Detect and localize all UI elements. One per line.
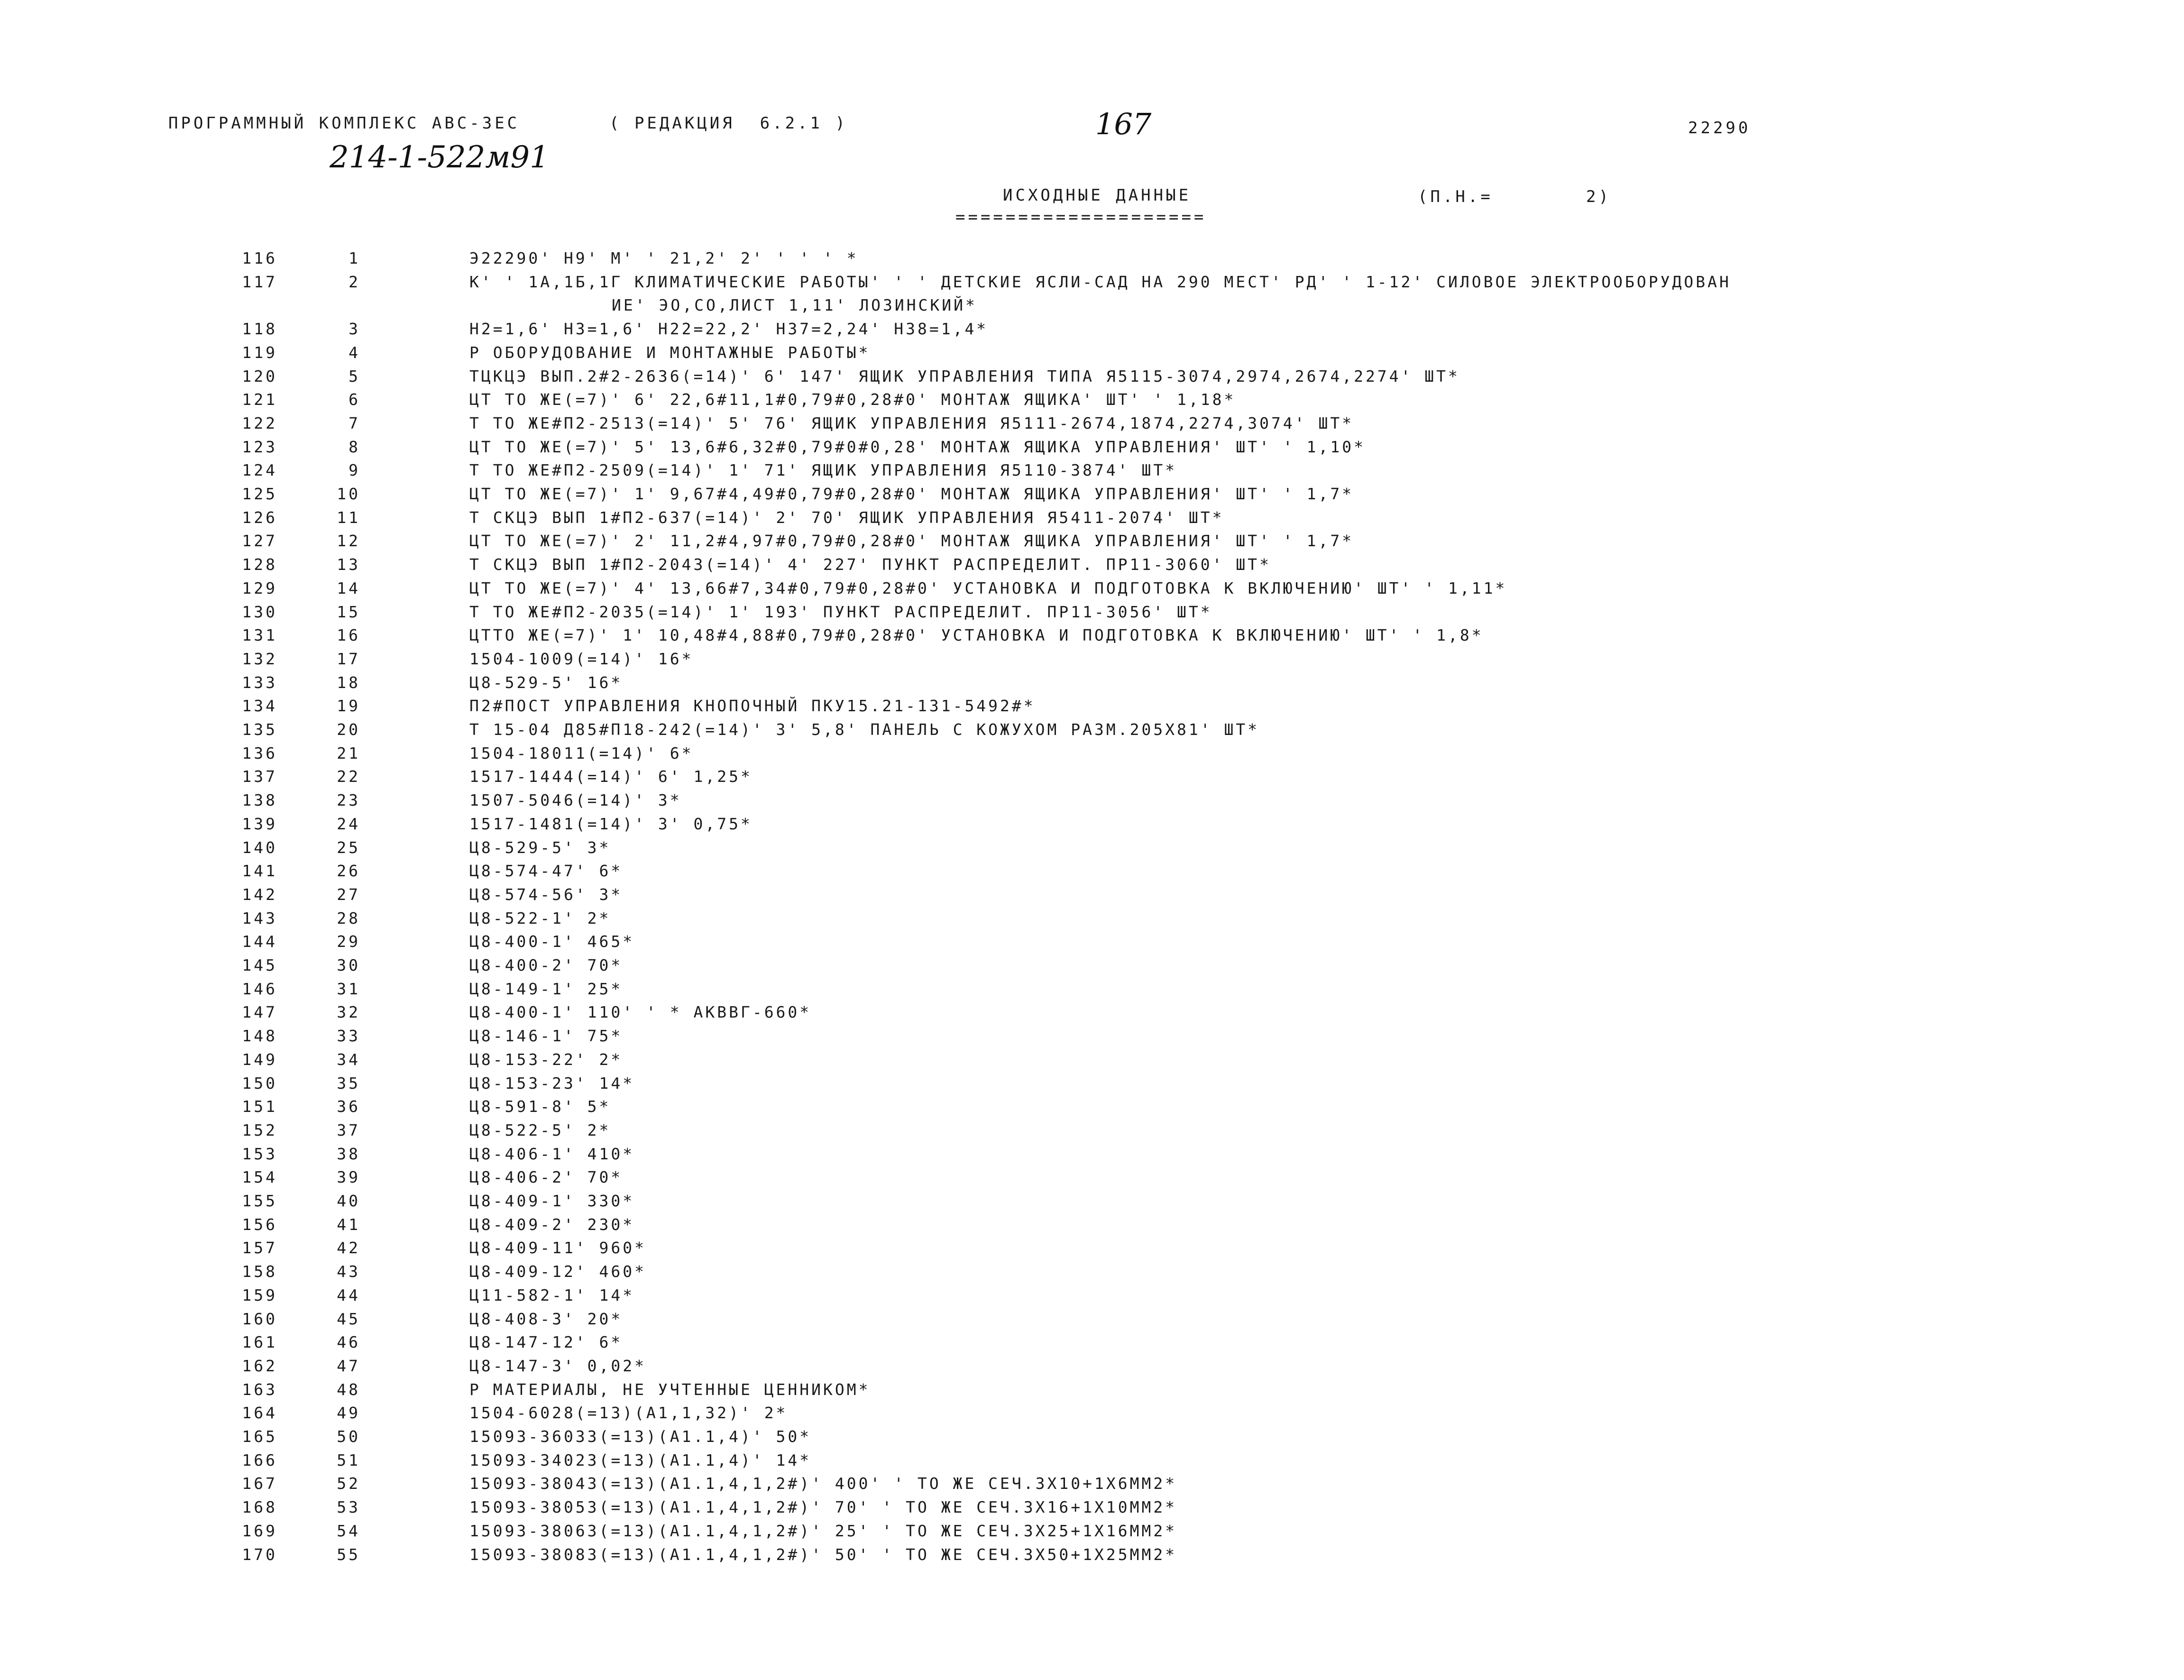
row-seq-number: 157	[242, 1239, 277, 1257]
row-text: Ц8-591-8' 5*	[469, 1097, 611, 1116]
row-seq-number: 168	[242, 1498, 277, 1516]
row-line-number: 49	[337, 1404, 360, 1422]
row-seq-number: 159	[242, 1286, 277, 1304]
row-seq-number: 166	[242, 1451, 277, 1469]
row-text: П2#ПОСТ УПРАВЛЕНИЯ КНОПОЧНЫЙ ПКУ15.21-131-5492#*	[469, 697, 1036, 715]
row-line-number: 25	[337, 838, 360, 857]
row-text: Ц8-409-12' 460*	[469, 1262, 647, 1281]
row-text: 1504-6028(=13)(А1,1,32)' 2*	[469, 1404, 788, 1422]
row-text: 15093-38083(=13)(А1.1,4,1,2#)' 50' ' ТО ЖЕ СЕЧ.3Х50+1Х25ММ2*	[469, 1545, 1177, 1564]
row-seq-number: 151	[242, 1097, 277, 1116]
row-text: Ц8-406-1' 410*	[469, 1145, 635, 1163]
row-seq-number: 118	[242, 320, 277, 338]
row-text: 1517-1444(=14)' 6' 1,25*	[469, 767, 752, 786]
row-text: Ц8-400-1' 465*	[469, 932, 635, 951]
row-text: Т СКЦЭ ВЫП 1#П2-2043(=14)' 4' 227' ПУНКТ РАСПРЕДЕЛИТ. ПР11-3060' ШТ*	[469, 555, 1272, 574]
row-seq-number: 148	[242, 1027, 277, 1045]
handwritten-page-number: 167	[1095, 107, 1152, 141]
row-line-number: 47	[337, 1357, 360, 1375]
row-text: ИЕ' ЭО,СО,ЛИСТ 1,11' ЛОЗИНСКИЙ*	[612, 296, 977, 314]
row-text: Ц8-574-56' 3*	[469, 885, 623, 904]
row-text: Ц8-409-2' 230*	[469, 1215, 635, 1234]
row-text: Ц8-147-3' 0,02*	[469, 1357, 647, 1375]
row-line-number: 37	[337, 1121, 360, 1139]
row-seq-number: 150	[242, 1074, 277, 1092]
row-seq-number: 130	[242, 603, 277, 621]
row-seq-number: 131	[242, 626, 277, 644]
row-line-number: 24	[337, 815, 360, 833]
row-seq-number: 126	[242, 508, 277, 527]
row-line-number: 7	[349, 414, 360, 432]
row-line-number: 32	[337, 1003, 360, 1021]
section-title: ИСХОДНЫЕ ДАННЫЕ	[1003, 186, 1192, 205]
row-text: Ц11-582-1' 14*	[469, 1286, 635, 1304]
row-text: Ц8-574-47' 6*	[469, 862, 623, 880]
row-seq-number: 167	[242, 1474, 277, 1493]
row-line-number: 3	[349, 320, 360, 338]
row-line-number: 14	[337, 579, 360, 597]
row-text: Ц8-147-12' 6*	[469, 1333, 623, 1351]
row-seq-number: 136	[242, 744, 277, 762]
row-seq-number: 123	[242, 438, 277, 456]
row-line-number: 9	[349, 461, 360, 479]
row-seq-number: 164	[242, 1404, 277, 1422]
row-line-number: 54	[337, 1522, 360, 1540]
row-line-number: 1	[349, 249, 360, 267]
row-text: Ц8-406-2' 70*	[469, 1168, 623, 1186]
row-seq-number: 127	[242, 532, 277, 550]
row-line-number: 33	[337, 1027, 360, 1045]
row-text: 1504-1009(=14)' 16*	[469, 650, 694, 668]
row-seq-number: 135	[242, 720, 277, 739]
row-seq-number: 158	[242, 1262, 277, 1281]
row-line-number: 39	[337, 1168, 360, 1186]
row-seq-number: 122	[242, 414, 277, 432]
row-seq-number: 147	[242, 1003, 277, 1021]
row-line-number: 21	[337, 744, 360, 762]
row-text: Т 15-04 Д85#П18-242(=14)' 3' 5,8' ПАНЕЛЬ С КОЖУХОМ РАЗМ.205Х81' ШТ*	[469, 720, 1260, 739]
row-line-number: 16	[337, 626, 360, 644]
row-seq-number: 137	[242, 767, 277, 786]
row-seq-number: 140	[242, 838, 277, 857]
row-line-number: 40	[337, 1192, 360, 1210]
row-text: Ц8-153-22' 2*	[469, 1050, 623, 1069]
row-seq-number: 132	[242, 650, 277, 668]
row-text: Р МАТЕРИАЛЫ, НЕ УЧТЕННЫЕ ЦЕННИКОМ*	[469, 1380, 871, 1399]
row-line-number: 19	[337, 697, 360, 715]
row-line-number: 41	[337, 1215, 360, 1234]
row-seq-number: 141	[242, 862, 277, 880]
page-value: 2)	[1586, 187, 1611, 206]
row-line-number: 15	[337, 603, 360, 621]
row-line-number: 44	[337, 1286, 360, 1304]
row-text: Э22290' Н9' М' ' 21,2' 2' ' ' ' *	[469, 249, 859, 267]
row-text: 15093-36033(=13)(А1.1,4)' 50*	[469, 1427, 812, 1446]
row-line-number: 29	[337, 932, 360, 951]
row-seq-number: 156	[242, 1215, 277, 1234]
row-text: 15093-38063(=13)(А1.1,4,1,2#)' 25' ' ТО ЖЕ СЕЧ.3Х25+1Х16ММ2*	[469, 1522, 1177, 1540]
row-line-number: 50	[337, 1427, 360, 1446]
row-line-number: 27	[337, 885, 360, 904]
row-seq-number: 163	[242, 1380, 277, 1399]
row-line-number: 38	[337, 1145, 360, 1163]
row-line-number: 43	[337, 1262, 360, 1281]
row-seq-number: 124	[242, 461, 277, 479]
row-line-number: 13	[337, 555, 360, 574]
row-line-number: 36	[337, 1097, 360, 1116]
handwritten-code: 214-1-522м91	[330, 140, 549, 175]
row-text: Т ТО ЖЕ#П2-2509(=14)' 1' 71' ЯЩИК УПРАВЛЕНИЯ Я5110-3874' ШТ*	[469, 461, 1177, 479]
row-line-number: 51	[337, 1451, 360, 1469]
row-line-number: 35	[337, 1074, 360, 1092]
row-seq-number: 161	[242, 1333, 277, 1351]
row-text: Ц8-409-1' 330*	[469, 1192, 635, 1210]
row-line-number: 55	[337, 1545, 360, 1564]
row-seq-number: 144	[242, 932, 277, 951]
row-text: ЦТ ТО ЖЕ(=7)' 2' 11,2#4,97#0,79#0,28#0' МОНТАЖ ЯЩИКА УПРАВЛЕНИЯ' ШТ' ' 1,7*	[469, 532, 1354, 550]
row-text: Ц8-529-5' 3*	[469, 838, 611, 857]
row-seq-number: 120	[242, 367, 277, 386]
row-seq-number: 129	[242, 579, 277, 597]
row-seq-number: 117	[242, 273, 277, 291]
row-text: ЦТ ТО ЖЕ(=7)' 4' 13,66#7,34#0,79#0,28#0' УСТАНОВКА И ПОДГОТОВКА К ВКЛЮЧЕНИЮ' ШТ' ' 1,11*	[469, 579, 1507, 597]
row-text: ЦТ ТО ЖЕ(=7)' 5' 13,6#6,32#0,79#0#0,28' МОНТАЖ ЯЩИКА УПРАВЛЕНИЯ' ШТ' ' 1,10*	[469, 438, 1366, 456]
page-label: (П.Н.=	[1418, 187, 1493, 206]
row-line-number: 12	[337, 532, 360, 550]
row-line-number: 45	[337, 1310, 360, 1328]
row-line-number: 42	[337, 1239, 360, 1257]
row-text: ЦТ ТО ЖЕ(=7)' 1' 9,67#4,49#0,79#0,28#0' МОНТАЖ ЯЩИКА УПРАВЛЕНИЯ' ШТ' ' 1,7*	[469, 485, 1354, 503]
row-seq-number: 139	[242, 815, 277, 833]
row-line-number: 53	[337, 1498, 360, 1516]
row-line-number: 34	[337, 1050, 360, 1069]
row-text: ТЦКЦЭ ВЫП.2#2-2636(=14)' 6' 147' ЯЩИК УПРАВЛЕНИЯ ТИПА Я5115-3074,2974,2674,2274' ШТ*	[469, 367, 1460, 386]
document-number: 22290	[1688, 119, 1751, 138]
row-text: Ц8-522-5' 2*	[469, 1121, 611, 1139]
row-text: 15093-38043(=13)(А1.1,4,1,2#)' 400' ' ТО ЖЕ СЕЧ.3Х10+1Х6ММ2*	[469, 1474, 1177, 1493]
row-text: К' ' 1А,1Б,1Г КЛИМАТИЧЕСКИЕ РАБОТЫ' ' ' ДЕТСКИЕ ЯСЛИ-САД НА 290 МЕСТ' РД' ' 1-12' СИЛОВОЕ ЭЛЕКТРООБОРУДОВАН	[469, 273, 1731, 291]
row-line-number: 11	[337, 508, 360, 527]
row-line-number: 20	[337, 720, 360, 739]
row-text: Р ОБОРУДОВАНИЕ И МОНТАЖНЫЕ РАБОТЫ*	[469, 343, 871, 362]
row-line-number: 18	[337, 673, 360, 692]
row-line-number: 48	[337, 1380, 360, 1399]
row-text: Ц8-409-11' 960*	[469, 1239, 647, 1257]
row-seq-number: 138	[242, 791, 277, 809]
edition-label: ( РЕДАКЦИЯ 6.2.1 )	[609, 114, 848, 133]
row-text: Ц8-529-5' 16*	[469, 673, 623, 692]
row-line-number: 10	[337, 485, 360, 503]
row-line-number: 5	[349, 367, 360, 386]
row-seq-number: 133	[242, 673, 277, 692]
row-line-number: 17	[337, 650, 360, 668]
row-seq-number: 142	[242, 885, 277, 904]
row-text: 15093-34023(=13)(А1.1,4)' 14*	[469, 1451, 812, 1469]
row-seq-number: 152	[242, 1121, 277, 1139]
row-line-number: 23	[337, 791, 360, 809]
row-text: Т ТО ЖЕ#П2-2035(=14)' 1' 193' ПУНКТ РАСПРЕДЕЛИТ. ПР11-3056' ШТ*	[469, 603, 1212, 621]
row-text: Н2=1,6' Н3=1,6' Н22=22,2' Н37=2,24' Н38=1,4*	[469, 320, 989, 338]
row-seq-number: 162	[242, 1357, 277, 1375]
row-line-number: 6	[349, 390, 360, 409]
row-text: Ц8-408-3' 20*	[469, 1310, 623, 1328]
row-line-number: 4	[349, 343, 360, 362]
row-seq-number: 119	[242, 343, 277, 362]
row-seq-number: 149	[242, 1050, 277, 1069]
row-text: Ц8-149-1' 25*	[469, 980, 623, 998]
row-seq-number: 160	[242, 1310, 277, 1328]
row-text: Т ТО ЖЕ#П2-2513(=14)' 5' 76' ЯЩИК УПРАВЛЕНИЯ Я5111-2674,1874,2274,3074' ШТ*	[469, 414, 1354, 432]
row-seq-number: 169	[242, 1522, 277, 1540]
row-seq-number: 146	[242, 980, 277, 998]
row-seq-number: 134	[242, 697, 277, 715]
row-seq-number: 145	[242, 956, 277, 974]
row-text: Ц8-400-1' 110' ' * АКВВГ-660*	[469, 1003, 812, 1021]
row-text: Ц8-146-1' 75*	[469, 1027, 623, 1045]
row-line-number: 8	[349, 438, 360, 456]
row-seq-number: 154	[242, 1168, 277, 1186]
row-line-number: 46	[337, 1333, 360, 1351]
row-seq-number: 165	[242, 1427, 277, 1446]
section-underline: ====================	[955, 208, 1207, 227]
row-line-number: 30	[337, 956, 360, 974]
row-seq-number: 128	[242, 555, 277, 574]
row-text: 15093-38053(=13)(А1.1,4,1,2#)' 70' ' ТО ЖЕ СЕЧ.3Х16+1Х10ММ2*	[469, 1498, 1177, 1516]
row-line-number: 26	[337, 862, 360, 880]
row-seq-number: 170	[242, 1545, 277, 1564]
row-text: Ц8-153-23' 14*	[469, 1074, 635, 1092]
row-text: ЦТ ТО ЖЕ(=7)' 6' 22,6#11,1#0,79#0,28#0' МОНТАЖ ЯЩИКА' ШТ' ' 1,18*	[469, 390, 1236, 409]
row-seq-number: 143	[242, 909, 277, 927]
row-text: 1504-18011(=14)' 6*	[469, 744, 694, 762]
row-text: 1517-1481(=14)' 3' 0,75*	[469, 815, 752, 833]
row-seq-number: 155	[242, 1192, 277, 1210]
row-text: 1507-5046(=14)' 3*	[469, 791, 682, 809]
row-line-number: 31	[337, 980, 360, 998]
row-seq-number: 121	[242, 390, 277, 409]
row-text: ЦТТО ЖЕ(=7)' 1' 10,48#4,88#0,79#0,28#0' УСТАНОВКА И ПОДГОТОВКА К ВКЛЮЧЕНИЮ' ШТ' ' 1,8*	[469, 626, 1484, 644]
row-seq-number: 153	[242, 1145, 277, 1163]
row-text: Ц8-522-1' 2*	[469, 909, 611, 927]
row-line-number: 52	[337, 1474, 360, 1493]
row-line-number: 28	[337, 909, 360, 927]
row-text: Т СКЦЭ ВЫП 1#П2-637(=14)' 2' 70' ЯЩИК УПРАВЛЕНИЯ Я5411-2074' ШТ*	[469, 508, 1224, 527]
row-seq-number: 116	[242, 249, 277, 267]
row-text: Ц8-400-2' 70*	[469, 956, 623, 974]
program-name: ПРОГРАММНЫЙ КОМПЛЕКС АВС-ЗЕС	[168, 114, 520, 133]
row-line-number: 22	[337, 767, 360, 786]
row-seq-number: 125	[242, 485, 277, 503]
row-line-number: 2	[349, 273, 360, 291]
